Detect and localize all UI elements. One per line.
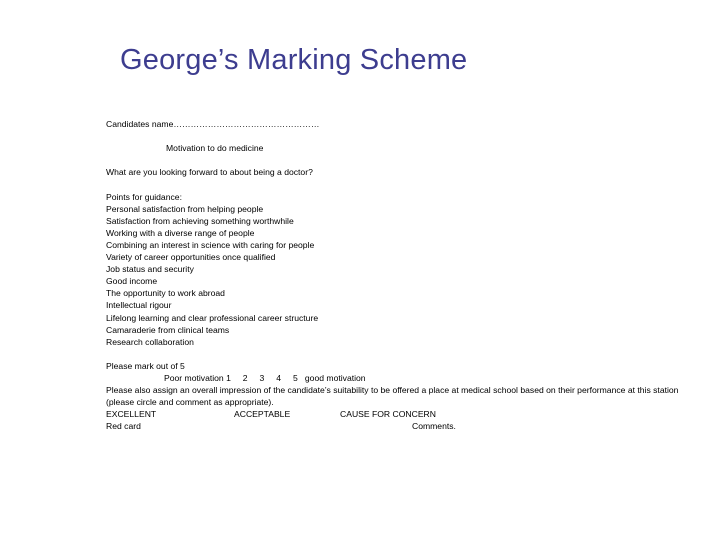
marking-form: [106, 118, 718, 432]
impression-acceptable: ACCEPTABLE: [234, 409, 291, 420]
overall-instruction: Please also assign an overall impression of the candidate’s suitability to be offered a place at medical school based on their performance at this station: [106, 385, 679, 396]
spacer: [106, 178, 718, 190]
guidance-item: Personal satisfaction from helping people: [106, 203, 264, 214]
overall-instruction-note: (please circle and comment as appropriate).: [106, 397, 274, 408]
guidance-item: Combining an interest in science with caring for people: [106, 239, 315, 250]
mark-instruction: Please mark out of 5: [106, 360, 185, 371]
motivation-scale: Poor motivation 1 2 3 4 5 good motivation: [164, 372, 366, 383]
candidate-name-line: Candidates name……………………………………………: [106, 119, 320, 129]
guidance-list: [106, 203, 718, 348]
red-card-row: [106, 420, 718, 432]
spacer: [106, 154, 718, 166]
impression-cause-for-concern: CAUSE FOR CONCERN: [340, 409, 436, 420]
spacer: [106, 348, 718, 360]
interview-question: What are you looking forward to about being a doctor?: [106, 167, 313, 178]
comments-label: Comments.: [412, 421, 456, 432]
guidance-item: Satisfaction from achieving something worthwhile: [106, 215, 294, 226]
slide-title: George’s Marking Scheme: [120, 44, 468, 76]
guidance-heading: Points for guidance:: [106, 191, 182, 202]
guidance-item: Research collaboration: [106, 336, 194, 347]
guidance-item: Lifelong learning and clear professional career structure: [106, 312, 319, 323]
spacer: [106, 130, 718, 142]
guidance-item: The opportunity to work abroad: [106, 288, 225, 299]
red-card-label: Red card: [106, 421, 141, 432]
topic-heading: Motivation to do medicine: [166, 143, 264, 154]
impression-options: [106, 408, 718, 420]
guidance-item: Job status and security: [106, 264, 194, 275]
guidance-item: Working with a diverse range of people: [106, 227, 255, 238]
guidance-item: Intellectual rigour: [106, 300, 172, 311]
guidance-item: Variety of career opportunities once qualified: [106, 252, 276, 263]
guidance-item: Good income: [106, 276, 158, 287]
guidance-item: Camaraderie from clinical teams: [106, 324, 230, 335]
impression-excellent: EXCELLENT: [106, 409, 157, 420]
